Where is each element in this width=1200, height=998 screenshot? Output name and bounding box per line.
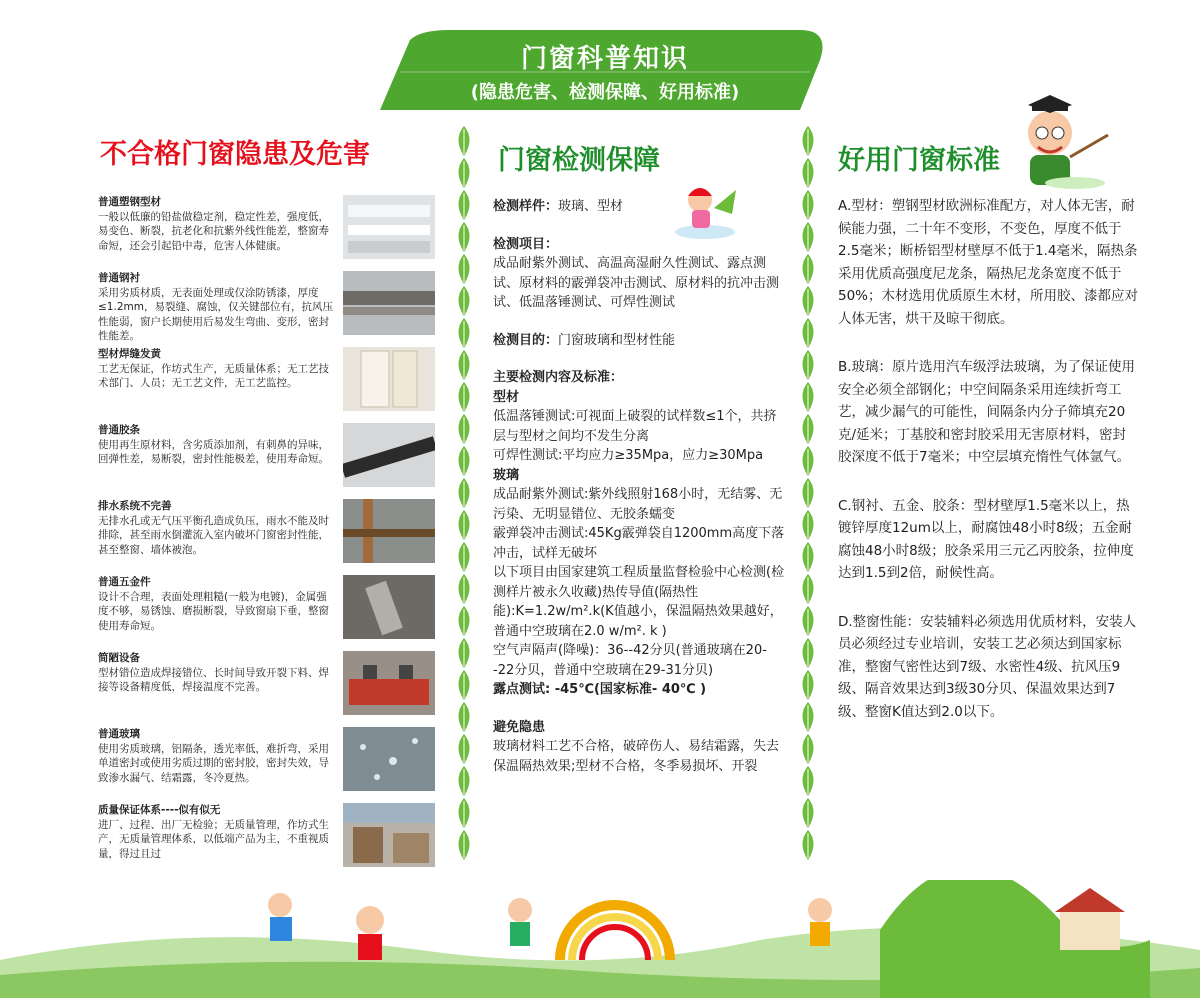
sample-value: 玻璃、型材 xyxy=(558,199,624,214)
leaf-icon xyxy=(797,221,819,253)
sample-label: 检测样件： xyxy=(493,199,559,214)
glass-line: 以下项目由国家建筑工程质量监督检验中心检测(检测样片被永久收藏)热传导值(隔热性能):K=1.2w/m².k(K值越小，保温隔热效果越好，普通中空玻璃在2.0 w/m². k ) xyxy=(493,565,785,639)
avoid-value: 玻璃材料工艺不合格，破碎伤人、易结霜露，失去保温隔热效果;型材不合格，冬季易损坏、开裂 xyxy=(493,739,780,774)
profile-line: 可焊性测试:平均应力≥35Mpa，应力≥30Mpa xyxy=(493,448,764,463)
leaf-icon xyxy=(797,477,819,509)
hazard-heading: 型材焊缝发黄 xyxy=(98,348,161,360)
leaf-icon xyxy=(797,797,819,829)
leaf-divider-right xyxy=(797,125,819,861)
leaf-icon xyxy=(797,733,819,765)
leaf-icon xyxy=(453,285,475,317)
standard-paragraph: C.钢衬、五金、胶条：型材壁厚1.5毫米以上，热镀锌厚度12um以上，耐腐蚀48小时8级；五金耐腐蚀48小时8级；胶条采用三元乙丙胶条，拉伸度达到1.5到2倍，耐候性高。 xyxy=(838,497,1134,581)
leaf-icon xyxy=(453,221,475,253)
hazard-item xyxy=(98,575,438,645)
hazard-body: 一般以低廉的铅盐做稳定剂，稳定性差，强度低，易变色、断裂，抗老化和抗紫外线性能差，整窗寿命短，还会引起铅中毒，危害人体健康。 xyxy=(98,210,329,252)
leaf-icon xyxy=(453,637,475,669)
hazard-heading: 普通塑钢型材 xyxy=(98,196,161,208)
purpose-value: 门窗玻璃和型材性能 xyxy=(558,332,676,348)
rubber-strip-image xyxy=(343,423,435,493)
leaf-icon xyxy=(797,381,819,413)
title-banner xyxy=(380,30,830,110)
avoid-label: 避免隐患 xyxy=(493,719,546,735)
hazard-body: 采用劣质材质，无表面处理或仅涂防锈漆，厚度≤1.2mm，易裂缝、腐蚀，仅关键部位有，抗风压性能弱，窗户长期使用后易发生弯曲、变形，密封性能差。 xyxy=(98,286,333,342)
hazard-item xyxy=(98,347,438,417)
purpose-label: 检测目的： xyxy=(493,332,559,348)
leaf-icon xyxy=(453,797,475,829)
workshop-image xyxy=(343,803,435,873)
leaf-icon xyxy=(797,701,819,733)
leaf-icon xyxy=(797,765,819,797)
hazard-heading: 普通玻璃 xyxy=(98,728,140,740)
glass-line: 成品耐紫外测试:紫外线照射168小时，无结雾、无污染、无明显错位、无胶条蠕变 xyxy=(493,487,783,522)
items-value: 成品耐紫外测试、高温高湿耐久性测试、露点测试、原材料的霰弹袋冲击测试、原材料的抗冲击测试、低温落锤测试、可焊性测试 xyxy=(493,256,780,310)
leaf-icon xyxy=(453,445,475,477)
glass-line: 空气声隔声(降噪)：36--42分贝(普通玻璃在20--22分贝，普通中空玻璃在29-31分贝) xyxy=(493,643,767,678)
teacher-mascot-icon xyxy=(1020,95,1110,190)
leaf-icon xyxy=(453,253,475,285)
bottom-scene-illustration xyxy=(0,880,1200,998)
leaf-icon xyxy=(797,285,819,317)
hazard-heading: 质量保证体系----似有似无 xyxy=(98,804,221,816)
leaf-divider-left xyxy=(453,125,475,861)
leaf-icon xyxy=(453,413,475,445)
standard-paragraph: A.型材：塑钢型材欧洲标准配方，对人体无害，耐候能力强，二十年不变形，不变色，厚度不低于2.5毫米；断桥铝型材壁厚不低于1.4毫米，隔热条采用优质高强度尼龙条，隔热尼龙条宽度不低于50%；木材选用优质原生木材，所用胶、漆都应对人体无害，烘干及晾干彻底。 xyxy=(838,198,1139,327)
leaf-icon xyxy=(453,509,475,541)
leaf-icon xyxy=(797,253,819,285)
leaf-icon xyxy=(797,445,819,477)
leaf-icon xyxy=(453,669,475,701)
main-label: 主要检测内容及标准： xyxy=(493,370,624,385)
hardware-image xyxy=(343,575,435,645)
leaf-icon xyxy=(797,605,819,637)
leaf-icon xyxy=(453,541,475,573)
leaf-icon xyxy=(453,317,475,349)
middle-column-title: 门窗检测保障 xyxy=(498,145,660,176)
leaf-icon xyxy=(453,157,475,189)
leaf-icon xyxy=(453,765,475,797)
hazard-item xyxy=(98,727,438,797)
leaf-icon xyxy=(453,349,475,381)
leaf-icon xyxy=(453,701,475,733)
leaf-icon xyxy=(453,189,475,221)
leaf-icon xyxy=(797,541,819,573)
leaf-icon xyxy=(797,189,819,221)
hazard-body: 使用劣质玻璃，铝隔条，透光率低，难折弯，采用单道密封或使用劣质过期的密封胶，密封失效，导致渗水漏气、结霜露，冬冷夏热。 xyxy=(98,742,329,784)
leaf-icon xyxy=(453,573,475,605)
glass-image xyxy=(343,727,435,797)
hazard-item xyxy=(98,499,438,569)
hazard-item xyxy=(98,195,438,265)
leaf-icon xyxy=(797,349,819,381)
weld-seam-image xyxy=(343,347,435,417)
hazard-heading: 简陋设备 xyxy=(98,652,140,664)
pvc-profile-image xyxy=(343,195,435,265)
hazard-body: 型材错位造成焊接错位、长时间导致开裂下料、焊接等设备精度低，焊接温度不完善。 xyxy=(98,666,329,693)
profile-label: 型材 xyxy=(493,389,520,405)
equipment-image xyxy=(343,651,435,721)
leaf-icon xyxy=(453,733,475,765)
steel-liner-image xyxy=(343,271,435,341)
leaf-icon xyxy=(453,125,475,157)
glass-label: 玻璃 xyxy=(493,467,520,483)
hazard-item xyxy=(98,651,438,721)
hazard-heading: 普通钢衬 xyxy=(98,272,140,284)
hazard-heading: 普通五金件 xyxy=(98,576,151,588)
hazard-body: 进厂、过程、出厂无检验；无质量管理，作坊式生产，无质量管理体系，以低端产品为主，不重视质量，得过且过 xyxy=(98,818,329,860)
leaf-icon xyxy=(797,829,819,861)
leaf-icon xyxy=(797,157,819,189)
hazard-body: 使用再生原材料，含劣质添加剂，有刺鼻的异味，回弹性差，易断裂，密封性能极差，使用寿命短。 xyxy=(98,438,329,465)
leaf-icon xyxy=(453,381,475,413)
standards-content xyxy=(838,195,1138,749)
leaf-icon xyxy=(453,477,475,509)
leaf-icon xyxy=(797,125,819,157)
leaf-icon xyxy=(797,637,819,669)
standard-paragraph: B.玻璃：原片选用汽车级浮法玻璃，为了保证使用安全必须全部钢化；中空间隔条采用连续折弯工艺，减少漏气的可能性，间隔条内分子筛填充20克/延米；丁基胶和密封胶采用无害原材料，密封胶深度不低于7毫米；中空层填充惰性气体氩气。 xyxy=(838,359,1136,465)
profile-line: 低温落锤测试:可视面上破裂的试样数≤1个，共挤层与型材之间均不发生分离 xyxy=(493,409,777,444)
dew-value: -45℃(国家标准- 40℃ ) xyxy=(550,682,707,697)
hazard-heading: 排水系统不完善 xyxy=(98,500,172,512)
hazard-body: 设计不合理，表面处理粗糙(一般为电镀)，金属强度不够，易锈蚀、磨损断裂，导致窗扇下垂，整窗使用寿命短。 xyxy=(98,590,329,632)
leaf-icon xyxy=(453,829,475,861)
leaf-icon xyxy=(797,669,819,701)
dew-label: 露点测试: xyxy=(493,682,551,697)
hazard-heading: 普通胶条 xyxy=(98,424,140,436)
standard-paragraph: D.整窗性能：安装辅料必须选用优质材料，安装人员必须经过专业培训，安装工艺必须达到国家标准，整窗气密性达到7级、水密性4级、抗风压9级、隔音效果达到3级30分贝、保温效果达到7级、整窗K值达到2.0以下。 xyxy=(838,613,1137,720)
banner-subtitle: (隐患危害、检测保障、好用标准) xyxy=(470,82,740,103)
hazard-item xyxy=(98,423,438,493)
glass-line: 霰弹袋冲击测试:45Kg霰弹袋自1200mm高度下落冲击，试样无破坏 xyxy=(493,526,785,561)
leaf-icon xyxy=(797,413,819,445)
leaf-icon xyxy=(453,605,475,637)
leaf-icon xyxy=(797,509,819,541)
drainage-image xyxy=(343,499,435,569)
hazard-item xyxy=(98,803,438,873)
banner-title: 门窗科普知识 xyxy=(520,44,689,74)
hazard-body: 工艺无保证，作坊式生产，无质量体系；无工艺技术部门、人员；无工艺文件，无工艺监控。 xyxy=(98,362,329,389)
right-column-title: 好用门窗标准 xyxy=(838,145,1000,176)
items-label: 检测项目： xyxy=(493,236,559,252)
testing-content xyxy=(493,197,788,776)
left-column-title: 不合格门窗隐患及危害 xyxy=(100,139,370,170)
hazard-body: 无排水孔或无气压平衡孔造成负压，雨水不能及时排除，甚至雨水倒灌流入室内破坏门窗密封性能，甚至整窗、墙体被泡。 xyxy=(98,514,329,556)
leaf-icon xyxy=(797,573,819,605)
hazard-item xyxy=(98,271,438,341)
leaf-icon xyxy=(797,317,819,349)
